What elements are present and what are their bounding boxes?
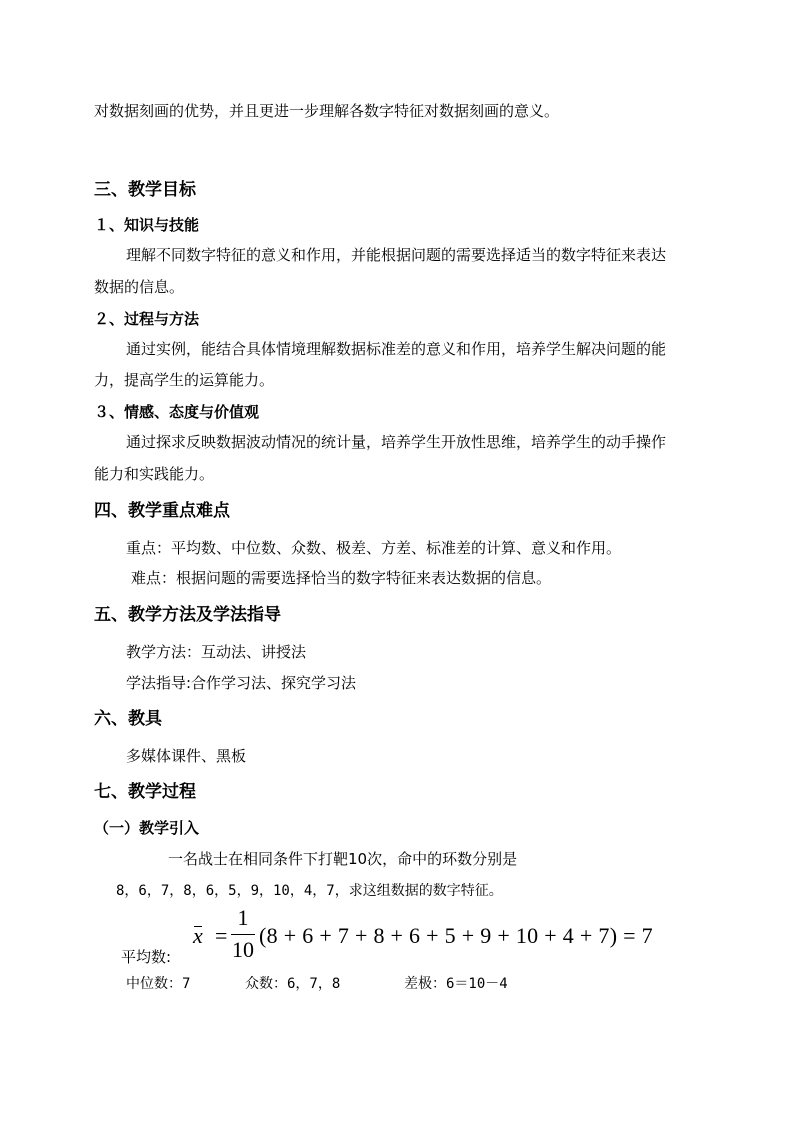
difficult-points: 难点：根据问题的需要选择恰当的数字特征来表达数据的信息。: [131, 569, 552, 587]
equals-sign: =: [215, 923, 228, 948]
section-3-title: 三、教学目标: [94, 180, 196, 200]
problem-line: 一名战士在相同条件下打靶10次，命中的环数分别是: [168, 850, 518, 868]
median-value: 中位数：7: [126, 976, 191, 992]
learning-guide: 学法指导:合作学习法、探究学习法: [126, 674, 357, 692]
section-6-title: 六、教具: [94, 709, 162, 729]
mean-label: 平均数:: [121, 948, 172, 966]
paragraph-line: 数据的信息。: [94, 278, 185, 296]
paragraph-line: 通过探求反映数据波动情况的统计量，培养学生开放性思维，培养学生的动手操作: [126, 433, 667, 451]
teaching-method: 教学方法：互动法、讲授法: [126, 643, 307, 661]
section-4-title: 四、教学重点难点: [94, 501, 230, 521]
fraction-bar: [231, 934, 255, 935]
paragraph-line: 理解不同数字特征的意义和作用，并能根据问题的需要选择适当的数字特征来表达: [126, 246, 667, 264]
key-points: 重点：平均数、中位数、众数、极差、方差、标准差的计算、意义和作用。: [126, 539, 622, 557]
intro-line: 对数据刻画的优势，并且更进一步理解各数字特征对数据刻画的意义。: [94, 102, 560, 120]
fraction: [231, 906, 255, 962]
teaching-tools: 多媒体课件、黑板: [126, 747, 247, 765]
x-bar-symbol: x: [193, 923, 203, 948]
section-3-sub3-title: ３、情感、态度与价值观: [94, 403, 260, 421]
paragraph-line: 能力和实践能力。: [94, 465, 215, 483]
section-3-sub2-title: ２、过程与方法: [94, 310, 200, 328]
section-5-title: 五、教学方法及学法指导: [94, 605, 281, 625]
paragraph-line: 力，提高学生的运算能力。: [94, 371, 275, 389]
range-value: 差极：6＝10－4: [404, 976, 508, 992]
fraction-numerator: 1: [237, 905, 249, 930]
section-7-sub1-title: （一）教学引入: [94, 819, 200, 837]
section-3-sub1-title: １、知识与技能: [94, 216, 200, 234]
section-7-title: 七、教学过程: [94, 782, 196, 802]
paragraph-line: 通过实例，能结合具体情境理解数据标准差的意义和作用，培养学生解决问题的能: [126, 340, 667, 358]
mode-value: 众数：6，7，8: [245, 976, 341, 992]
fraction-denominator: 10: [232, 937, 254, 962]
sum-expression: (8 + 6 + 7 + 8 + 6 + 5 + 9 + 10 + 4 + 7) = 7: [259, 923, 653, 948]
problem-data-line: 8，6，7，8，6，5，9，10，4，7，求这组数据的数字特征。: [116, 883, 503, 899]
